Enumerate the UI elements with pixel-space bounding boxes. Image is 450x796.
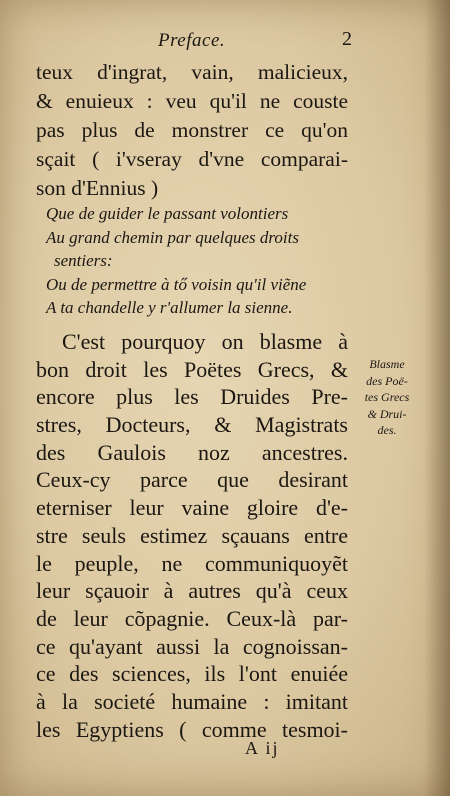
intro-paragraph bbox=[36, 58, 348, 203]
verse-line: A ta chandelle y r'allumer la sienne. bbox=[46, 298, 293, 317]
verse-line: Ou de permettre à tő voisin qu'il viẽne bbox=[46, 274, 307, 294]
marginal-note bbox=[358, 356, 416, 439]
page-number: 2 bbox=[342, 28, 352, 50]
text-line: eterniser leur vaine gloire d'e- bbox=[36, 495, 348, 521]
verse-quotation bbox=[46, 202, 366, 320]
verse-line: Que de guider le passant volontiers bbox=[46, 204, 289, 223]
text-line: sçait ( i'vseray d'vne comparai- bbox=[36, 147, 348, 171]
text-line: à la societé humaine : imitant bbox=[36, 688, 348, 714]
text-line: leur sçauoir à autres qu'à ceux bbox=[36, 578, 348, 604]
text-line: teux d'ingrat, vain, malicieux, bbox=[36, 60, 348, 84]
marginal-note-line: & Drui- bbox=[367, 406, 407, 421]
text-line: ce qu'ayant aussi la cognoissan- bbox=[36, 633, 348, 659]
text-line: Ceux-cy parce que desirant bbox=[36, 467, 348, 493]
running-title: Preface. bbox=[158, 30, 226, 51]
text-line: bon droit les Poëtes Grecs, & bbox=[36, 356, 348, 382]
marginal-note-line: des. bbox=[377, 423, 397, 437]
main-paragraph bbox=[36, 328, 348, 743]
text-line: C'est pourquoy on blasme à bbox=[62, 329, 348, 354]
marginal-note-line: des Poë- bbox=[366, 373, 408, 388]
text-line: stre seuls estimez sçauans entre bbox=[36, 522, 348, 548]
text-line: stres, Docteurs, & Magistrats bbox=[36, 412, 348, 438]
text-line: son d'Ennius ) bbox=[36, 176, 159, 200]
text-line: de leur cõpagnie. Ceux-là par- bbox=[36, 605, 348, 631]
text-line: & enuieux : veu qu'il ne couste bbox=[36, 89, 348, 113]
verse-line: sentiers: bbox=[54, 251, 113, 270]
text-line: des Gaulois noz ancestres. bbox=[36, 439, 348, 465]
signature-mark: A ij bbox=[245, 738, 280, 758]
verse-line: Au grand chemin par quelques droits bbox=[46, 227, 299, 247]
marginal-note-line: tes Grecs bbox=[364, 390, 410, 404]
text-line: les Egyptiens ( comme tesmoi- bbox=[36, 716, 348, 742]
text-line: encore plus les Druides Pre- bbox=[36, 384, 348, 410]
text-line: pas plus de monstrer ce qu'on bbox=[36, 118, 348, 142]
text-line: ce des sciences, ils l'ont enuiée bbox=[36, 661, 348, 687]
page-gutter-shadow bbox=[424, 0, 450, 796]
page-header bbox=[150, 30, 360, 56]
text-line: le peuple, ne communiquoyẽt bbox=[36, 550, 348, 576]
marginal-note-line: Blasme bbox=[369, 357, 405, 371]
